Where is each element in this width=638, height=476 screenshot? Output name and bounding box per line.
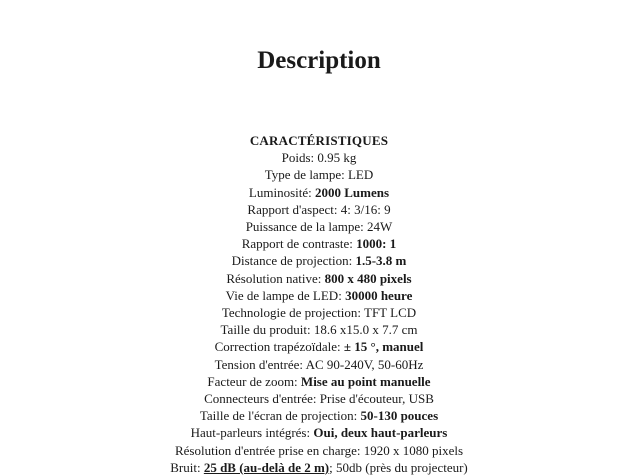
spec-line [0,201,638,218]
spec-value: 50-130 pouces [360,408,439,424]
spec-value: Oui, deux haut-parleurs [313,425,448,441]
spec-value: ± 15 °, manuel [343,339,424,355]
spec-label: Haut-parleurs intégrés: [190,425,314,441]
spec-label: Rapport d'aspect: [247,201,341,217]
spec-line [0,424,638,441]
spec-line [0,390,638,407]
spec-value: 24W [367,219,393,235]
spec-label: Connecteurs d'entrée: [204,391,320,407]
spec-line [0,373,638,390]
spec-line [0,407,638,424]
spec-label: Type de lampe: [264,167,348,183]
spec-value-rest: ; 50db (près du projecteur) [329,459,468,475]
spec-value-bold: 25 dB (au-delà de 2 m) [203,459,330,475]
spec-value: 30000 heure [345,287,413,303]
spec-value: LED [347,167,374,183]
spec-value: 800 x 480 pixels [324,270,412,286]
spec-label: Facteur de zoom: [207,373,301,389]
spec-label: Technologie de projection: [221,305,365,321]
spec-list [0,132,638,476]
spec-label: Rapport de contraste: [241,236,357,252]
spec-line [0,270,638,287]
spec-label: Distance de projection: [231,253,356,269]
spec-line [0,184,638,201]
spec-value: 0.95 kg [317,150,357,166]
spec-value: Prise d'écouteur, USB [319,391,434,407]
spec-label: Bruit: [170,459,204,475]
spec-value: Mise au point manuelle [300,373,431,389]
spec-value: 1.5-3.8 m [355,253,407,269]
spec-label: Vie de lampe de LED: [225,287,346,303]
spec-line [0,338,638,355]
spec-label: Luminosité: [248,184,316,200]
spec-value: AC 90-240V, 50-60Hz [305,356,424,372]
spec-label: Résolution native: [226,270,325,286]
spec-line [0,235,638,252]
spec-value: 1920 x 1080 pixels [363,442,464,458]
spec-label: Taille de l'écran de projection: [199,408,361,424]
spec-line [0,287,638,304]
spec-value: 1000: 1 [356,236,397,252]
spec-value: 18.6 x15.0 x 7.7 cm [313,322,418,338]
spec-line [0,356,638,373]
spec-label: Puissance de la lampe: [245,219,368,235]
spec-value: TFT LCD [364,305,417,321]
spec-line [0,304,638,321]
spec-line [0,218,638,235]
spec-value: 4: 3/16: 9 [340,201,391,217]
spec-label: Tension d'entrée: [214,356,306,372]
section-heading: CARACTÉRISTIQUES [249,133,389,148]
page-title: Description [257,47,381,74]
spec-line [0,252,638,269]
spec-line [0,442,638,459]
spec-label: Correction trapézoïdale: [214,339,344,355]
spec-line [0,149,638,166]
spec-label: Poids: [281,150,318,166]
spec-line-noise [0,459,638,476]
spec-label: Résolution d'entrée prise en charge: [174,442,364,458]
spec-line [0,166,638,183]
spec-line [0,321,638,338]
spec-value: 2000 Lumens [315,184,390,200]
spec-label: Taille du produit: [220,322,314,338]
